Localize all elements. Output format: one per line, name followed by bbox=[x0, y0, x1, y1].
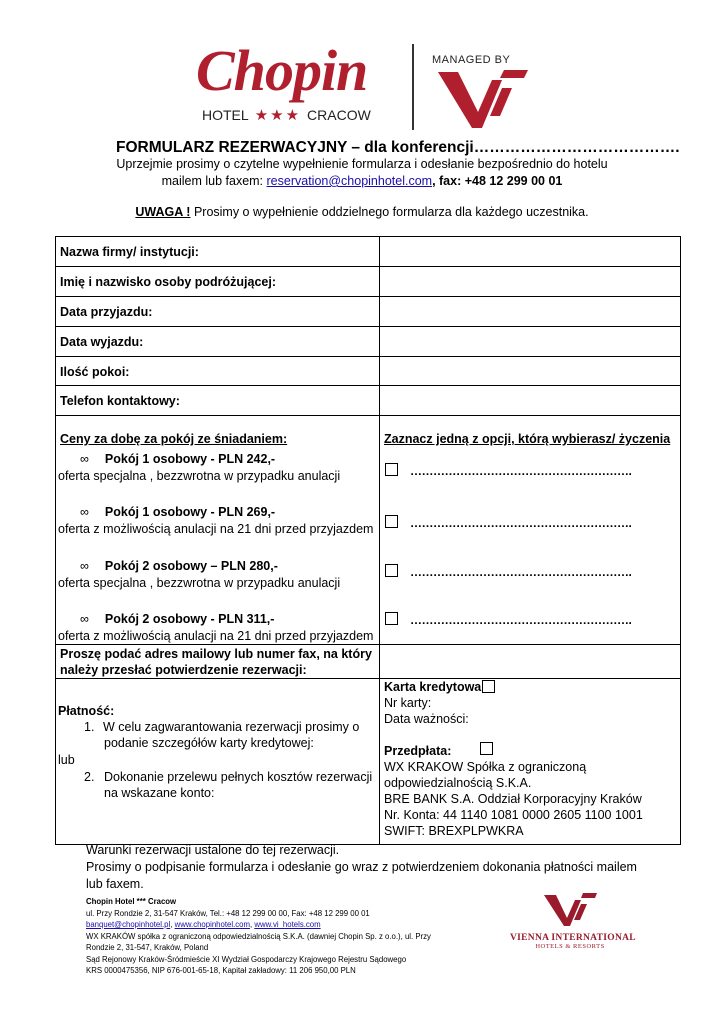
chopin-hotel-logo bbox=[196, 40, 386, 132]
vi-mark-icon bbox=[432, 66, 532, 132]
payment-item-2-num: 2. bbox=[84, 770, 95, 784]
vi-logo bbox=[432, 54, 532, 134]
warning-label: UWAGA ! bbox=[135, 205, 191, 219]
reservation-form-table bbox=[55, 236, 681, 845]
payment-item-1-num: 1. bbox=[84, 720, 95, 734]
header-divider bbox=[412, 44, 414, 130]
bank-account: Nr. Konta: 44 1140 1081 0000 2605 1100 1001 bbox=[384, 808, 643, 822]
payment-row bbox=[56, 679, 680, 845]
vi-footer-mark-icon bbox=[540, 892, 600, 928]
option-2-checkbox[interactable] bbox=[385, 515, 398, 528]
payment-item-1-line-1: W celu zagwarantowania rezerwacji prosimy o bbox=[103, 720, 360, 734]
payment-label: Płatność: bbox=[58, 704, 115, 718]
footer-links: banquet@chopinhotel.pl, www.chopinhotel.com, www.vi_hotels.com bbox=[86, 920, 321, 929]
confirm-line-2: należy przesłać potwierdzenie rezerwacji: bbox=[60, 663, 307, 677]
warning-text: Prosimy o wypełnienie oddzielnego formularza dla każdego uczestnika. bbox=[190, 205, 589, 219]
vi-footer-sub: HOTELS & RESORTS bbox=[535, 943, 605, 950]
option-4-title: ∞ Pokój 2 osobowy - PLN 311,- bbox=[80, 612, 275, 626]
room-options-row bbox=[56, 416, 680, 645]
field-row-arrival bbox=[56, 297, 680, 327]
prepay-label: Przedpłata: bbox=[384, 744, 452, 758]
option-4-checkbox[interactable] bbox=[385, 612, 398, 625]
field-row-name bbox=[56, 267, 680, 297]
field-label-departure: Data wyjazdu: bbox=[60, 335, 144, 349]
intro-line-2 bbox=[0, 174, 724, 188]
note-line-2: Prosimy o podpisanie formularza i odesłanie go wraz z potwierdzeniem dokonania płatności mailem bbox=[86, 860, 637, 874]
bullet-icon: ∞ bbox=[80, 559, 89, 573]
reservation-email-link[interactable]: reservation@chopinhotel.com bbox=[266, 174, 433, 188]
payment-or: lub bbox=[58, 753, 75, 767]
footer-krs: KRS 0000475356, NIP 676-001-65-18, Kapitał zakładowy: 11 206 950,00 PLN bbox=[86, 966, 356, 975]
option-4-dots: …………………………………………………. bbox=[410, 613, 632, 627]
logo-stars: ★★★ bbox=[254, 107, 302, 124]
footer-web-link-2[interactable]: www.vi_hotels.com bbox=[254, 920, 321, 929]
option-4-desc: oferta z możliwością anulacji na 21 dni przed przyjazdem bbox=[58, 629, 374, 643]
payment-item-2-line-2: na wskazane konto: bbox=[104, 786, 215, 800]
managed-by-text: MANAGED BY bbox=[432, 54, 511, 66]
option-1-title: ∞ Pokój 1 osobowy - PLN 242,- bbox=[80, 452, 276, 466]
card-label: Karta kredytowa bbox=[384, 680, 482, 694]
option-2-desc: oferta z możliwością anulacji na 21 dni przed przyjazdem bbox=[58, 522, 374, 536]
option-2-title: ∞ Pokój 1 osobowy - PLN 269,- bbox=[80, 505, 276, 519]
field-label-arrival: Data przyjazdu: bbox=[60, 305, 153, 319]
card-expiry-label: Data ważności: bbox=[384, 712, 469, 726]
bullet-icon: ∞ bbox=[80, 452, 89, 466]
footer-info bbox=[86, 896, 486, 977]
note-line-3: lub faxem. bbox=[86, 877, 144, 891]
card-number-label: Nr karty: bbox=[384, 696, 432, 710]
field-row-phone bbox=[56, 386, 680, 416]
option-1-dots: …………………………………………………. bbox=[410, 464, 632, 478]
field-row-rooms bbox=[56, 357, 680, 386]
option-3-title: ∞ Pokój 2 osobowy – PLN 280,- bbox=[80, 559, 278, 573]
intro-line-1: Uprzejmie prosimy o czytelne wypełnienie formularza i odesłanie bezpośrednio do hotelu bbox=[116, 157, 608, 171]
bullet-icon: ∞ bbox=[80, 612, 89, 626]
footer-company-line-2: Rondzie 2, 31-547, Kraków, Poland bbox=[86, 943, 209, 952]
footer-web-link-1[interactable]: www.chopinhotel.com bbox=[174, 920, 250, 929]
intro-prefix: mailem lub faxem: bbox=[161, 174, 267, 188]
field-label-phone: Telefon kontaktowy: bbox=[60, 394, 180, 408]
option-3-desc: oferta specjalna , bezzwrotna w przypadku anulacji bbox=[58, 576, 341, 590]
note-line-1: Warunki rezerwacji ustalone do tej rezerwacji. bbox=[86, 843, 340, 857]
field-row-departure bbox=[56, 327, 680, 357]
confirmation-row bbox=[56, 645, 680, 679]
logo-hotel-word: HOTEL bbox=[202, 107, 249, 123]
form-title: FORMULARZ REZERWACYJNY – dla konferencji…………………………………. bbox=[116, 139, 680, 156]
field-label-rooms: Ilość pokoi: bbox=[60, 365, 130, 379]
logo-script-text: Chopin bbox=[196, 38, 368, 103]
prices-header: Ceny za dobę za pokój ze śniadaniem: bbox=[60, 432, 288, 446]
payment-item-1-line-2: podanie szczegółów karty kredytowej: bbox=[104, 736, 314, 750]
option-2-dots: …………………………………………………. bbox=[410, 516, 632, 530]
card-checkbox[interactable] bbox=[482, 680, 495, 693]
bank-name: BRE BANK S.A. Oddział Korporacyjny Kraków bbox=[384, 792, 642, 806]
field-row-company bbox=[56, 237, 680, 267]
choice-header: Zaznacz jedną z opcji, którą wybierasz/ życzenia bbox=[384, 432, 671, 446]
intro-fax: , fax: +48 12 299 00 01 bbox=[432, 174, 563, 188]
option-3-checkbox[interactable] bbox=[385, 564, 398, 577]
field-label-name: Imię i nazwisko osoby podróżującej: bbox=[60, 275, 277, 289]
footer-court: Sąd Rejonowy Kraków-Śródmieście XI Wydział Gospodarczy Krajowego Rejestru Sądowego bbox=[86, 954, 407, 964]
prepay-checkbox[interactable] bbox=[480, 742, 493, 755]
payment-item-2-line-1: Dokonanie przelewu pełnych kosztów rezerwacji bbox=[104, 770, 373, 784]
confirm-line-1: Proszę podać adres mailowy lub numer fax, na który bbox=[60, 647, 372, 661]
bullet-icon: ∞ bbox=[80, 505, 89, 519]
footer-address: ul. Przy Rondzie 2, 31-547 Kraków, Tel.: +48 12 299 00 00, Fax: +48 12 299 00 01 bbox=[86, 908, 370, 918]
swift-code: SWIFT: BREXPLPWKRA bbox=[384, 824, 524, 838]
option-1-desc: oferta specjalna , bezzwrotna w przypadku anulacji bbox=[58, 469, 341, 483]
company-line-2: odpowiedzialnością S.K.A. bbox=[384, 776, 532, 790]
vi-footer-name: VIENNA INTERNATIONAL bbox=[510, 933, 636, 943]
footer-hotel-name: Chopin Hotel *** Cracow bbox=[86, 897, 177, 906]
logo-hotel-line bbox=[202, 106, 380, 124]
warning-line bbox=[0, 205, 724, 219]
option-3-dots: …………………………………………………. bbox=[410, 565, 632, 579]
company-line-1: WX KRAKOW Spółka z ograniczoną bbox=[384, 760, 587, 774]
footer-email-link[interactable]: banquet@chopinhotel.pl bbox=[86, 920, 171, 929]
option-1-checkbox[interactable] bbox=[385, 463, 398, 476]
vienna-international-logo bbox=[510, 892, 636, 952]
footer-company-line-1: WX KRAKÓW spółka z ograniczoną odpowiedzialnością S.K.A. (dawniej Chopin Sp. z o.o.), ul. Przy bbox=[86, 931, 431, 941]
field-label-company: Nazwa firmy/ instytucji: bbox=[60, 245, 199, 259]
logo-city: CRACOW bbox=[307, 107, 371, 123]
